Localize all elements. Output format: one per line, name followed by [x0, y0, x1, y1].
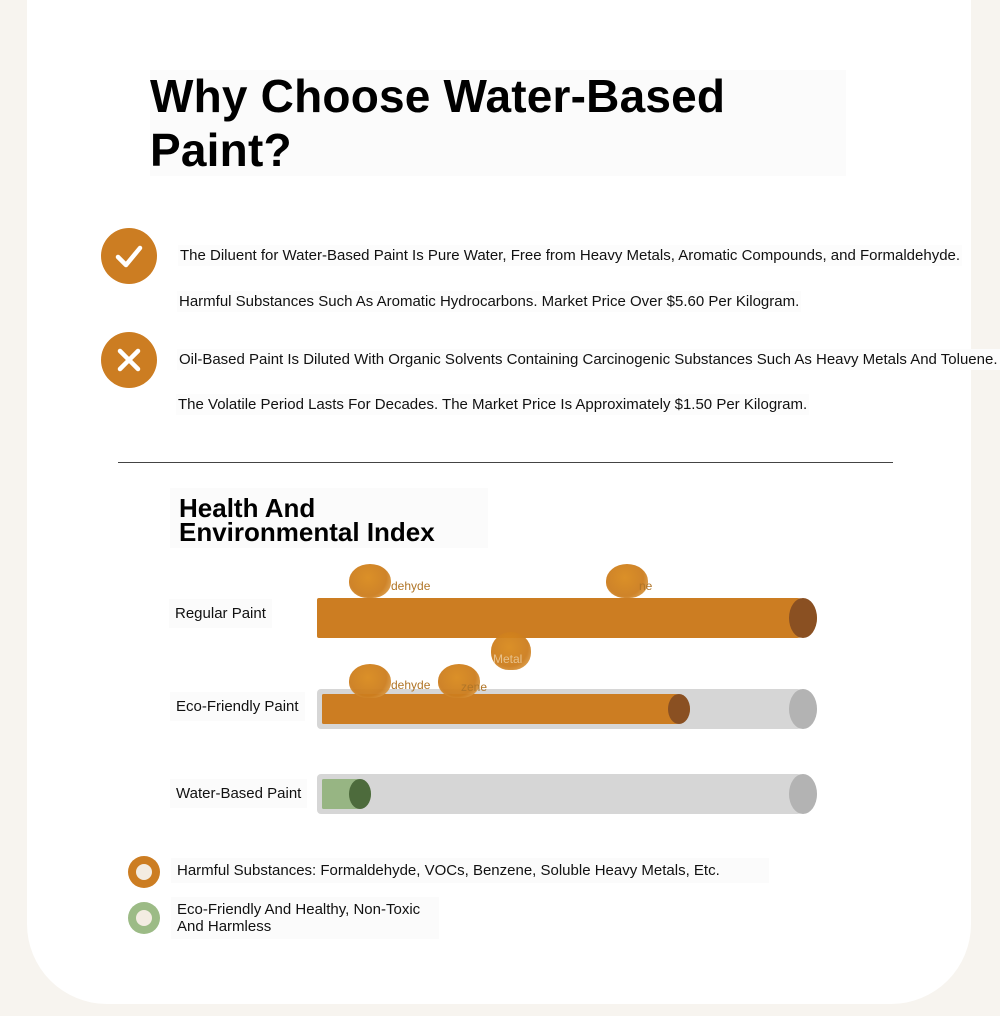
track-cap-water: [789, 774, 817, 814]
bubble-label-formaldehyde: dehyde: [391, 579, 431, 593]
fill-cap-regular: [789, 598, 817, 638]
bubble-label-formaldehyde-eco: dehyde: [391, 678, 431, 692]
track-water: [317, 774, 817, 814]
fill-eco: [322, 694, 690, 724]
row-label-water: Water-Based Paint: [170, 779, 307, 808]
track-eco: [317, 689, 817, 729]
legend-eco-text: Eco-Friendly And Healthy, Non-Toxic And Harmless: [171, 897, 439, 939]
cons-line-1: Oil-Based Paint Is Diluted With Organic Solvents Containing Carcinogenic Substances Such As Heavy Metals And Toluene.: [179, 351, 998, 368]
row-label-eco: Eco-Friendly Paint: [170, 692, 305, 721]
cons-line-2: The Volatile Period Lasts For Decades. The Market Price Is Approximately $1.50 Per Kilogram.: [178, 396, 808, 413]
eco-legend-icon: [128, 902, 160, 934]
harmful-legend-icon: [128, 856, 160, 888]
pros-line-2: Harmful Substances Such As Aromatic Hydrocarbons. Market Price Over $5.60 Per Kilogram.: [179, 293, 800, 310]
fill-regular: [317, 598, 817, 638]
page-title: Why Choose Water-Based Paint?: [150, 70, 726, 176]
pros-line-1: The Diluent for Water-Based Paint Is Pure Water, Free from Heavy Metals, Aromatic Compounds, and Formaldehyde.: [180, 247, 961, 264]
checkmark-icon: [101, 228, 157, 284]
section-divider: [118, 462, 893, 463]
bubble-label-benzene-eco: zene: [461, 680, 488, 694]
formaldehyde-bubble: [349, 564, 391, 598]
bubble-label-metal: Metal: [493, 652, 523, 666]
legend-harmful-text: Harmful Substances: Formaldehyde, VOCs, Benzene, Soluble Heavy Metals, Etc.: [171, 858, 769, 883]
fill-cap-water: [349, 779, 371, 809]
track-regular: [317, 598, 817, 638]
index-title: Health And Environmental Index: [170, 488, 488, 548]
fill-cap-eco: [668, 694, 690, 724]
cross-icon: [101, 332, 157, 388]
row-label-regular: Regular Paint: [169, 599, 272, 628]
bubble-label-benzene: ne: [639, 579, 653, 593]
title-banner: [150, 70, 846, 176]
formaldehyde-bubble-eco: [349, 664, 391, 698]
track-cap-eco: [789, 689, 817, 729]
